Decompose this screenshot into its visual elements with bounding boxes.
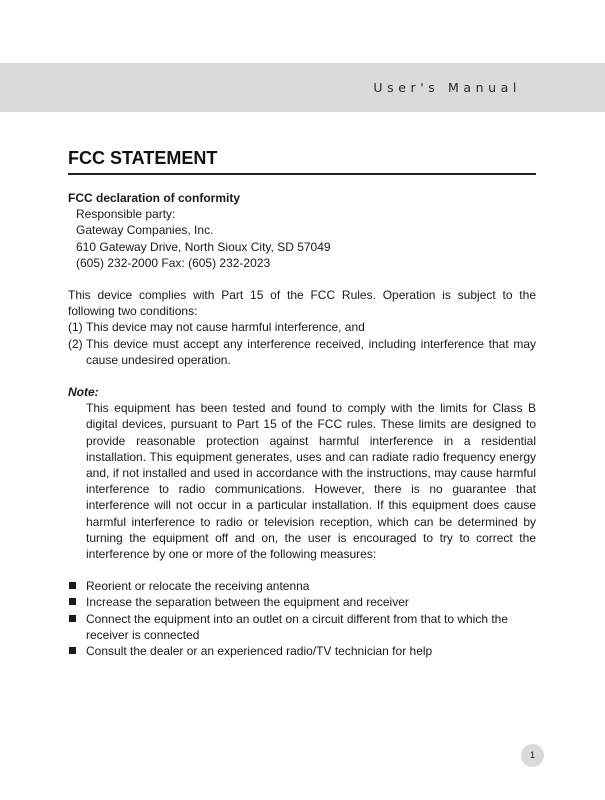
declaration-line: 610 Gateway Drive, North Sioux City, SD 57049	[76, 239, 331, 254]
square-bullet-icon	[68, 594, 86, 610]
condition-number: (2)	[68, 336, 83, 351]
measure-text: Consult the dealer or an experienced radio/TV technician for help	[86, 644, 433, 659]
condition-text: This device must accept any interference received, including interference that may cause undesired operation.	[86, 336, 536, 367]
condition-item	[68, 319, 536, 335]
list-item	[68, 594, 536, 610]
square-bullet-icon	[68, 578, 86, 594]
declaration-line: Gateway Companies, Inc.	[76, 223, 214, 238]
measures-list	[68, 578, 536, 659]
condition-text: This device may not cause harmful interference, and	[86, 320, 365, 335]
measure-text: Connect the equipment into an outlet on a circuit different from that to which the receiver is connected	[86, 611, 509, 642]
condition-item	[68, 336, 536, 368]
compliance-intro: This device complies with Part 15 of the FCC Rules. Operation is subject to the following two conditions:	[68, 288, 536, 319]
square-bullet-icon	[68, 643, 86, 659]
list-item	[68, 578, 536, 594]
note-text: This equipment has been tested and found to comply with the limits for Class B digital devices, pursuant to Part 15 of the FCC rules. These limits are designed to provide reasonable protection against harmful interference in a residential installation. This equipment generates, uses and can radiate radio frequency energy and, if not installed and used in accordance with the instructions, may cause harmful interference to radio communications. However, there is no guarantee that interference will not occur in a particular installation. If this equipment does cause harmful interference to radio or television reception, which can be determined by turning the equipment off and on, the user is encouraged to try to correct the interference by one or more of the following measures:	[86, 401, 536, 562]
page-title: FCC STATEMENT	[68, 148, 218, 168]
declaration-line: (605) 232-2000 Fax: (605) 232-2023	[76, 255, 271, 270]
condition-number: (1)	[68, 320, 83, 335]
title-divider	[68, 173, 536, 175]
declaration-heading: FCC declaration of conformity	[68, 191, 241, 205]
document-body	[68, 190, 536, 659]
measure-text: Reorient or relocate the receiving antenna	[86, 579, 310, 594]
list-item	[68, 643, 536, 659]
note-label: Note:	[68, 385, 99, 400]
page-number-badge: 1	[521, 744, 544, 767]
square-bullet-icon	[68, 611, 86, 643]
declaration-line: Responsible party:	[76, 207, 176, 222]
list-item	[68, 611, 536, 643]
measure-text: Increase the separation between the equipment and receiver	[86, 595, 409, 610]
manual-title: User's Manual	[373, 80, 521, 95]
